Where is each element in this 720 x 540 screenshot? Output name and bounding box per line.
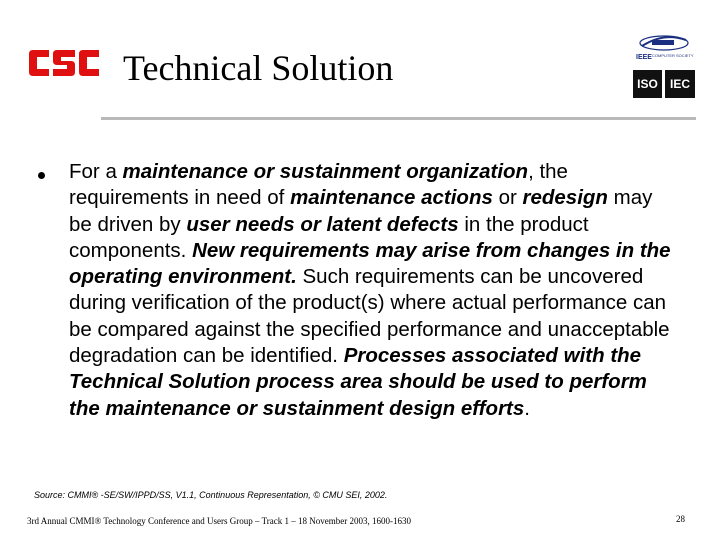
iec-logo: IEC	[665, 70, 695, 98]
text-run: in the product components.	[69, 212, 589, 262]
csc-logo	[27, 46, 101, 80]
text-run: Such requirements can be uncovered during verification of the product(s) where actual performance can be compared against the specified performance and unacceptable degradation can be identified.	[69, 265, 670, 368]
text-run: may be driven by	[69, 186, 653, 236]
emphasized-phrase: user needs or latent defects	[186, 212, 459, 236]
emphasized-phrase: maintenance actions	[290, 186, 493, 210]
ieee-swoosh-logo	[638, 34, 690, 52]
emphasized-phrase: redesign	[522, 186, 608, 210]
text-run: , the requirements in need of	[69, 160, 568, 210]
ieee-sub-label: COMPUTER SOCIETY	[652, 53, 694, 58]
page-number: 28	[676, 514, 685, 524]
bullet-text	[69, 159, 679, 422]
text-run: or	[492, 186, 523, 210]
iso-logo: ISO	[633, 70, 662, 98]
ieee-label: IEEE	[636, 54, 652, 61]
source-citation: Source: CMMI® -SE/SW/IPPD/SS, V1.1, Continuous Representation, © CMU SEI, 2002.	[34, 490, 388, 500]
standards-logos	[630, 34, 698, 100]
footer-text: 3rd Annual CMMI® Technology Conference and Users Group – Track 1 – 18 November 2003, 1600-1630	[27, 516, 411, 526]
text-run: For a	[69, 160, 123, 183]
emphasized-phrase: maintenance or sustainment organization	[122, 160, 529, 183]
title-divider	[101, 117, 696, 120]
emphasized-phrase: New requirements may arise from changes in the operating environment.	[69, 238, 671, 289]
bullet-icon	[38, 172, 45, 179]
emphasized-phrase: Processes associated with the Technical Solution process area should be used to perform the maintenance or sustainment design efforts	[69, 344, 647, 420]
slide-title: Technical Solution	[123, 48, 394, 88]
text-run: .	[524, 396, 530, 420]
